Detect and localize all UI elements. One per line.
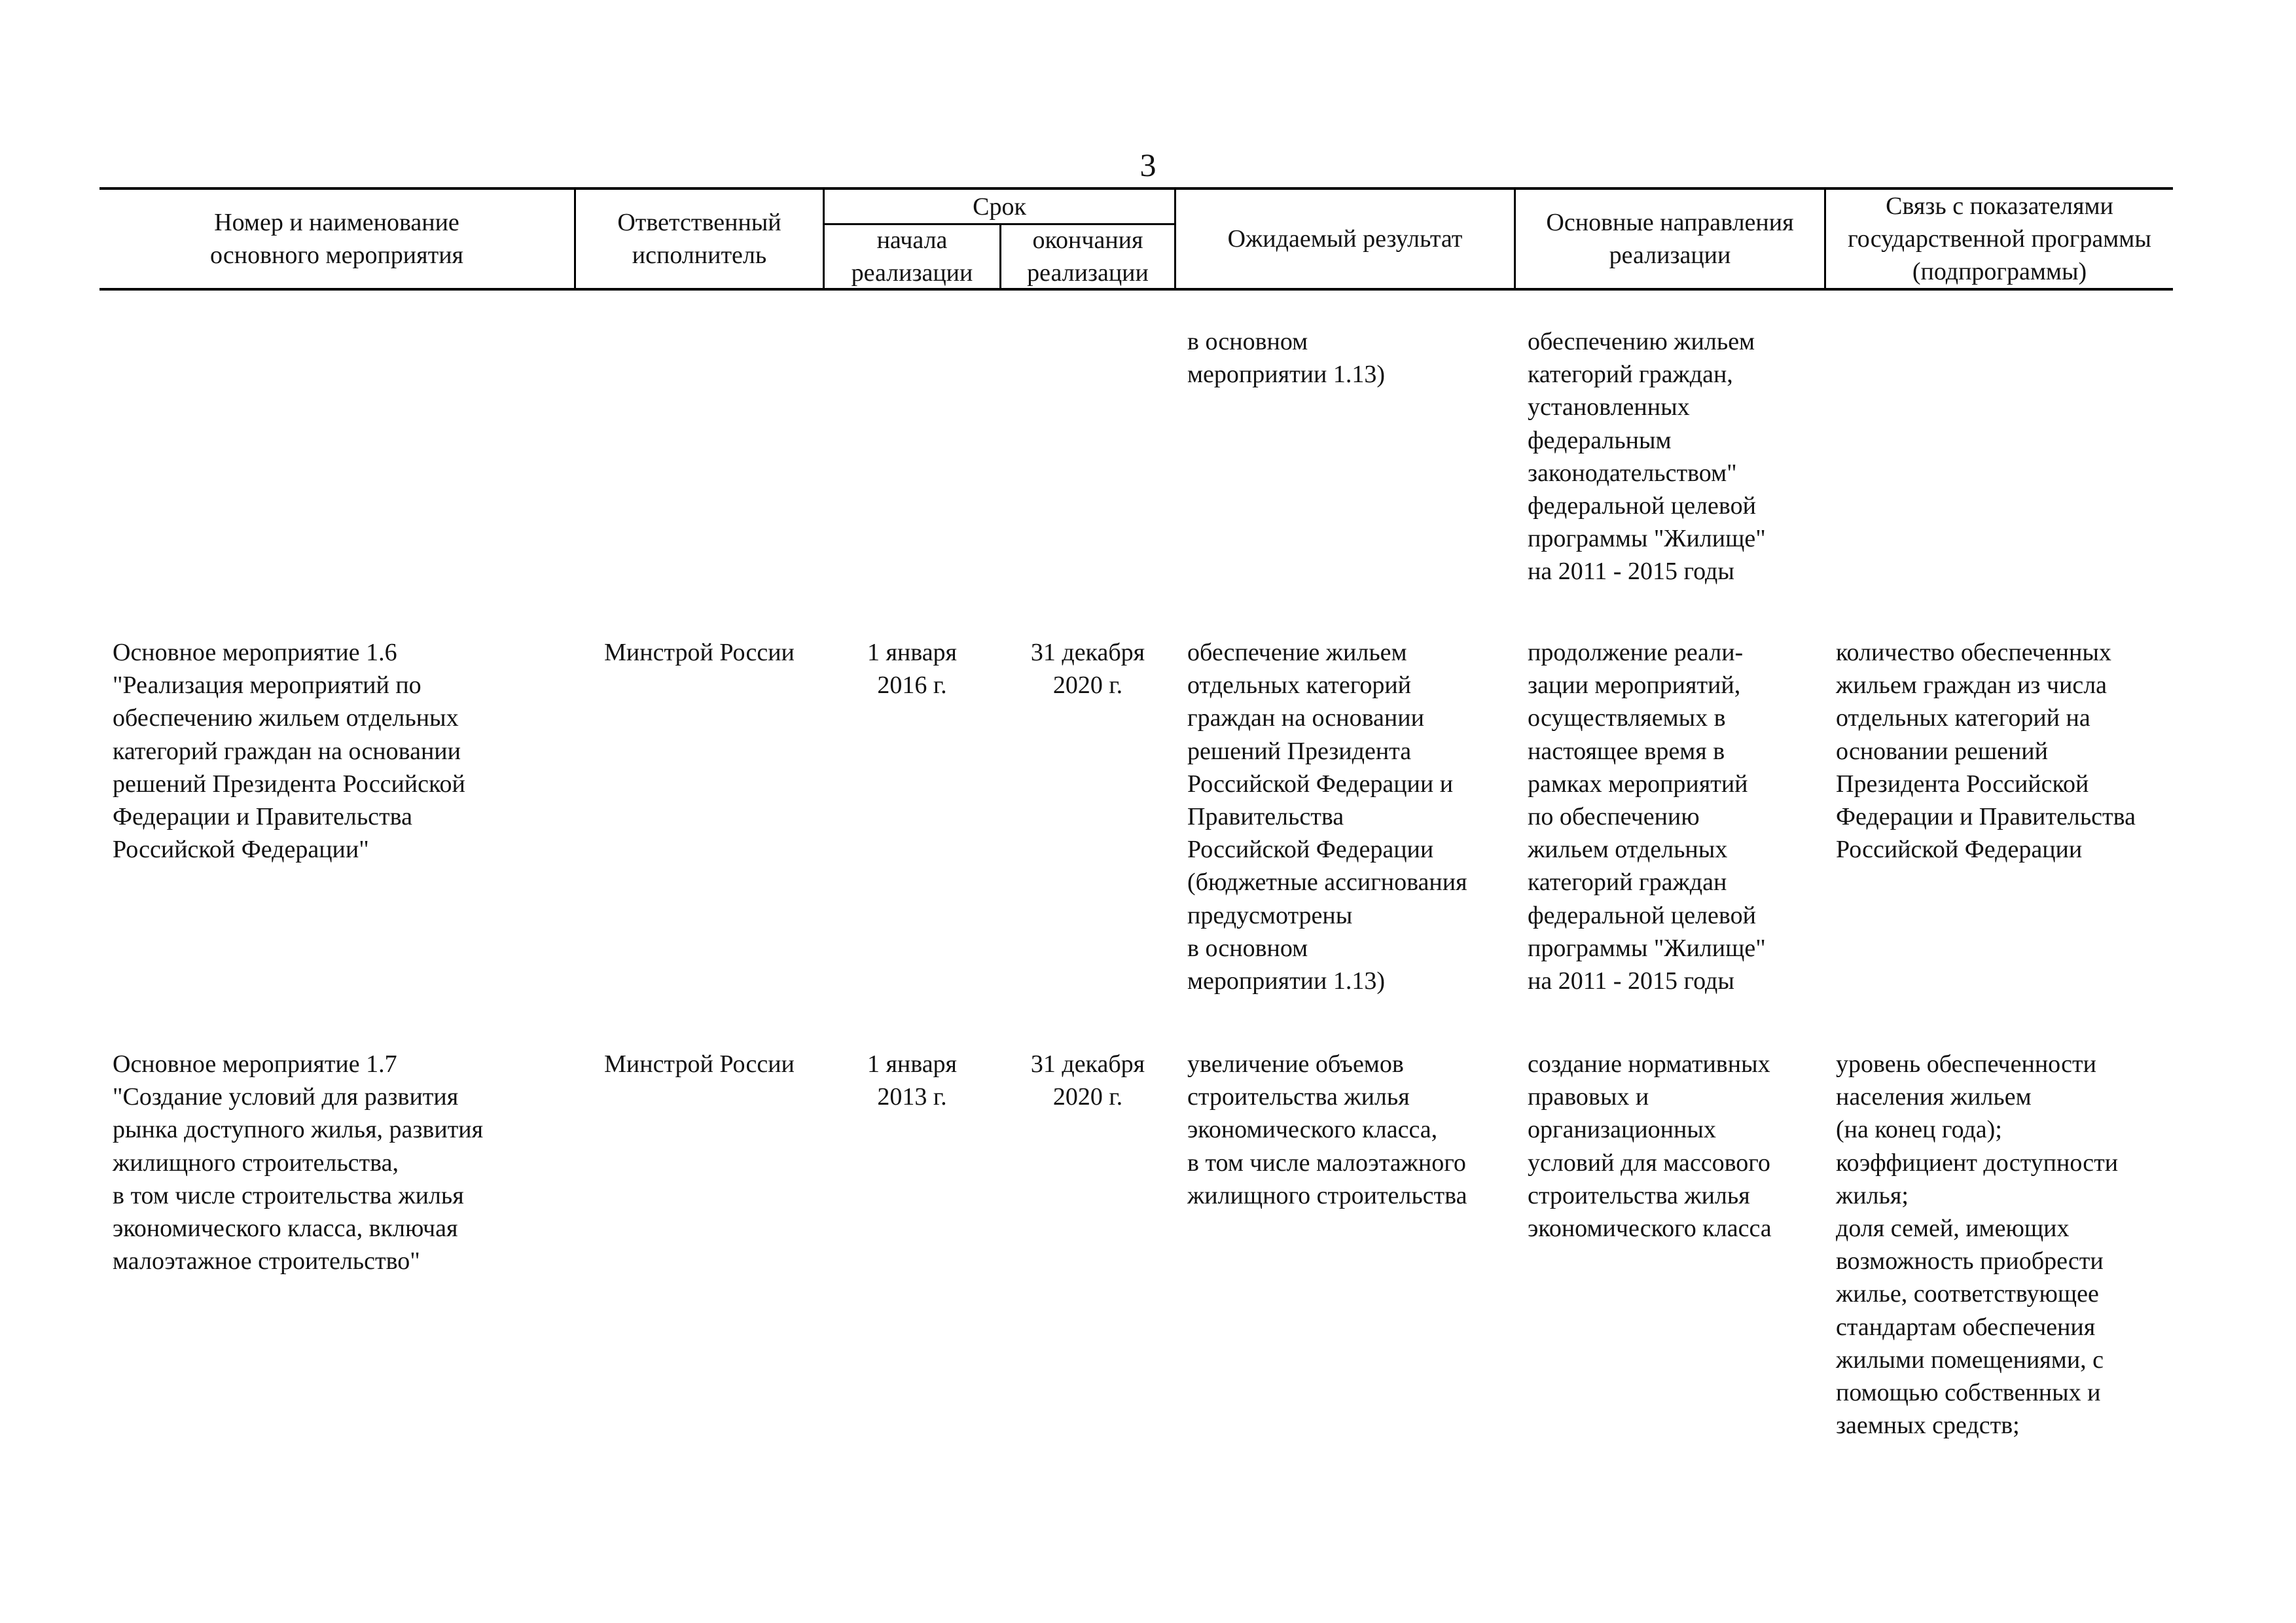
row-2-directions: создание нормативных правовых и организационных условий для массового строительства жилья экономического класса bbox=[1528, 1050, 1772, 1243]
row-1-directions: продолжение реали- зации мероприятий, осуществляемых в настоящее время в рамках мероприятий по обеспечению жильем отдельных категорий граждан федеральной целевой программы "Жилище" на 2011 - 2015 годы bbox=[1528, 639, 1766, 995]
row-1-executor: Минстрой России bbox=[604, 639, 795, 666]
header-event-name: Номер и наименование основного мероприятия bbox=[209, 209, 464, 269]
row-2-result: увеличение объемов строительства жилья экономического класса, в том числе малоэтажного жилищного строительства bbox=[1187, 1050, 1467, 1209]
header-executor: Ответственный исполнитель bbox=[617, 209, 781, 269]
row-1-start: 1 января 2016 г. bbox=[867, 639, 958, 700]
row-0-directions: обеспечению жильем категорий граждан, установленных федеральным законодательством" федеральной целевой программы "Жилище" на 2011 - 2015 годы bbox=[1528, 328, 1766, 586]
row-1-end: 31 декабря 2020 г. bbox=[1030, 639, 1145, 700]
row-2-end: 31 декабря 2020 г. bbox=[1030, 1050, 1145, 1111]
row-2-start: 1 января 2013 г. bbox=[867, 1050, 958, 1111]
header-expected-result: Ожидаемый результат bbox=[1227, 225, 1463, 253]
header-start: начала реализации bbox=[851, 226, 973, 287]
row-2-executor: Минстрой России bbox=[604, 1050, 795, 1078]
header-main-directions: Основные направления реализации bbox=[1546, 209, 1794, 269]
row-1-result: обеспечение жильем отдельных категорий граждан на основании решений Президента Российской Федерации и Правительства Российской Федерации (бюджетные ассигнования предусмотрены в основном мероприятии 1.13) bbox=[1187, 639, 1467, 995]
row-2-indicator-link: уровень обеспеченности населения жильем (на конец года); коэффициент доступности жилья; доля семей, имеющих возможность приобрести жилье, соответствующее стандартам обеспечения жилыми помещениями, с помощью собственных и заемных средств; bbox=[1836, 1050, 2119, 1440]
header-term: Срок bbox=[973, 192, 1026, 221]
page-number: 3 bbox=[1139, 147, 1157, 183]
row-2-name: Основное мероприятие 1.7 "Создание условий для развития рынка доступного жилья, развития жилищного строительства, в том числе строительства жилья экономического класса, включая малоэтажное строительство" bbox=[113, 1050, 484, 1275]
row-1-name: Основное мероприятие 1.6 "Реализация мероприятий по обеспечению жильем отдельных категорий граждан на основании решений Президента Российской Федерации и Правительства Российской Федерации" bbox=[113, 639, 465, 864]
row-1-indicator-link: количество обеспеченных жильем граждан из числа отдельных категорий на основании решений Президента Российской Федерации и Правительства Российской Федерации bbox=[1836, 639, 2136, 864]
row-0-result: в основном мероприятии 1.13) bbox=[1187, 328, 1385, 389]
header-end: окончания реализации bbox=[1027, 226, 1149, 287]
header-indicator-link: Связь с показателями государственной программы (подпрограммы) bbox=[1848, 192, 2151, 285]
